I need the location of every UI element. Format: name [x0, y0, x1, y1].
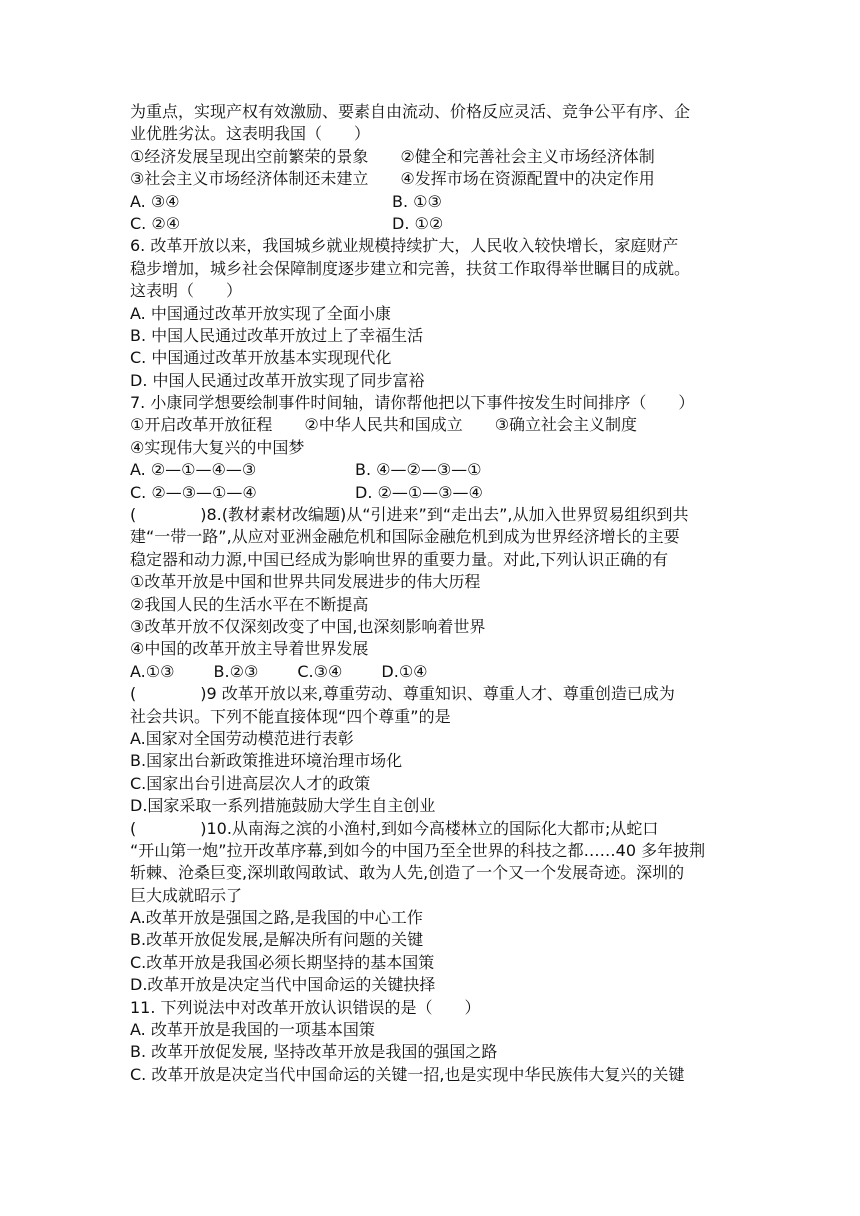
q5-stem-line: 为重点，实现产权有效激励、要素自由流动、价格反应灵活、竞争公平有序、企: [130, 102, 691, 121]
q8-options-row: [130, 661, 734, 683]
q10-option-a: A.改革开放是强国之路,是我国的中心工作: [130, 908, 423, 928]
q11-option-b: B. 改革开放促发展, 坚持改革开放是我国的强国之路: [130, 1042, 498, 1062]
q8-option-a: A.①③: [130, 661, 175, 681]
q8-stem-line: 稳定器和动力源,中国已经成为影响世界的重要力量。对此,下列认识正确的有: [130, 549, 669, 569]
q7-options-row: [130, 482, 734, 504]
q7-item: ④实现伟大复兴的中国梦: [130, 437, 305, 457]
question-8: [130, 504, 734, 683]
q8-item: ④中国的改革开放主导着世界发展: [130, 639, 369, 659]
q9-option-d: D.国家采取一系列措施鼓励大学生自主创业: [130, 796, 436, 816]
q8-stem-line: ( )8.(教材素材改编题)从“引进来”到“走出去”,从加入世界贸易组织到共: [130, 505, 689, 525]
q5-option-c: C. ②④: [130, 213, 181, 233]
q5-option-d: D. ①②: [392, 213, 444, 233]
q7-option-a: A. ②—①—④—③: [130, 460, 257, 480]
question-5: [130, 101, 734, 235]
q10-stem-line: 巨大成就昭示了: [130, 885, 243, 905]
q5-item: ①经济发展呈现出空前繁荣的景象 ②健全和完善社会主义市场经济体制: [130, 146, 655, 166]
q10-option-c: C.改革开放是我国必须长期坚持的基本国策: [130, 952, 435, 972]
q7-option-d: D. ②—①—③—④: [355, 482, 483, 502]
q10-stem-line: 斩棘、沧桑巨变,深圳敢闯敢试、敢为人先,创造了一个又一个发展奇迹。深圳的: [130, 863, 685, 883]
q10-option-b: B.改革开放促发展,是解决所有问题的关键: [130, 930, 424, 950]
q5-option-a: A. ③④: [130, 191, 180, 211]
q6-stem-line: 6. 改革开放以来，我国城乡就业规模持续扩大，人民收入较快增长，家庭财产: [130, 236, 679, 256]
q5-option-b: B. ①③: [392, 191, 442, 211]
question-7: [130, 392, 734, 504]
q9-stem-line: 社会共识。下列不能直接体现“四个尊重”的是: [130, 706, 451, 726]
question-10: [130, 818, 734, 997]
q8-stem-line: 建“一带一路”,从应对亚洲金融危机和国际金融危机到成为世界经济增长的主要: [130, 527, 680, 547]
q9-option-a: A.国家对全国劳动模范进行表彰: [130, 728, 354, 748]
q9-stem-line: ( )9 改革开放以来,尊重劳动、尊重知识、尊重人才、尊重创造已成为: [130, 684, 675, 704]
q7-stem: 7. 小康同学想要绘制事件时间轴，请你帮他把以下事件按发生时间排序（ ）: [130, 393, 695, 413]
q6-stem-line: 稳步增加，城乡社会保障制度逐步建立和完善，扶贫工作取得举世瞩目的成就。: [130, 258, 691, 278]
q10-option-d: D.改革开放是决定当代中国命运的关键抉择: [130, 975, 436, 995]
q5-stem-line: 业优胜劣汰。这表明我国（ ）: [130, 124, 371, 144]
q8-item: ③改革开放不仅深刻改变了中国,也深刻影响着世界: [130, 616, 486, 636]
question-list: [130, 101, 734, 1086]
q6-option-c: C. 中国通过改革开放基本实现现代化: [130, 348, 392, 368]
question-6: [130, 235, 734, 392]
q7-options-row: [130, 459, 734, 481]
q6-stem-line: 这表明（ ）: [130, 281, 243, 301]
q8-item: ①改革开放是中国和世界共同发展进步的伟大历程: [130, 572, 481, 592]
q5-options-row: [130, 191, 734, 213]
q7-item: ①开启改革开放征程 ②中华人民共和国成立 ③确立社会主义制度: [130, 415, 638, 435]
question-11: [130, 997, 734, 1087]
q10-stem-line: ( )10.从南海之滨的小渔村,到如今高楼林立的国际化大都市;从蛇口: [130, 818, 659, 838]
q7-option-b: B. ④—②—③—①: [355, 460, 482, 480]
q6-option-d: D. 中国人民通过改革开放实现了同步富裕: [130, 370, 425, 390]
q9-option-b: B.国家出台新政策推进环境治理市场化: [130, 751, 403, 771]
q8-option-d: D.①④: [381, 661, 428, 681]
q11-option-c: C. 改革开放是决定当代中国命运的关键一招,也是实现中华民族伟大复兴的关键: [130, 1064, 685, 1084]
question-9: [130, 683, 734, 817]
q7-option-c: C. ②—③—①—④: [130, 482, 257, 502]
q8-option-c: C.③④: [297, 661, 343, 681]
q6-option-b: B. 中国人民通过改革开放过上了幸福生活: [130, 325, 424, 345]
q11-option-a: A. 改革开放是我国的一项基本国策: [130, 1020, 375, 1040]
q10-stem-line: “开山第一炮”拉开改革序幕,到如今的中国乃至全世界的科技之都……40 多年披荆: [130, 840, 706, 860]
q8-item: ②我国人民的生活水平在不断提高: [130, 594, 369, 614]
q5-item: ③社会主义市场经济体制还未建立 ④发挥市场在资源配置中的决定作用: [130, 169, 655, 189]
q6-option-a: A. 中国通过改革开放实现了全面小康: [130, 303, 391, 323]
q5-options-row: [130, 213, 734, 235]
q11-stem: 11. 下列说法中对改革开放认识错误的是（ ）: [130, 997, 481, 1017]
q9-option-c: C.国家出台引进高层次人才的政策: [130, 773, 371, 793]
q8-option-b: B.②③: [213, 661, 259, 681]
